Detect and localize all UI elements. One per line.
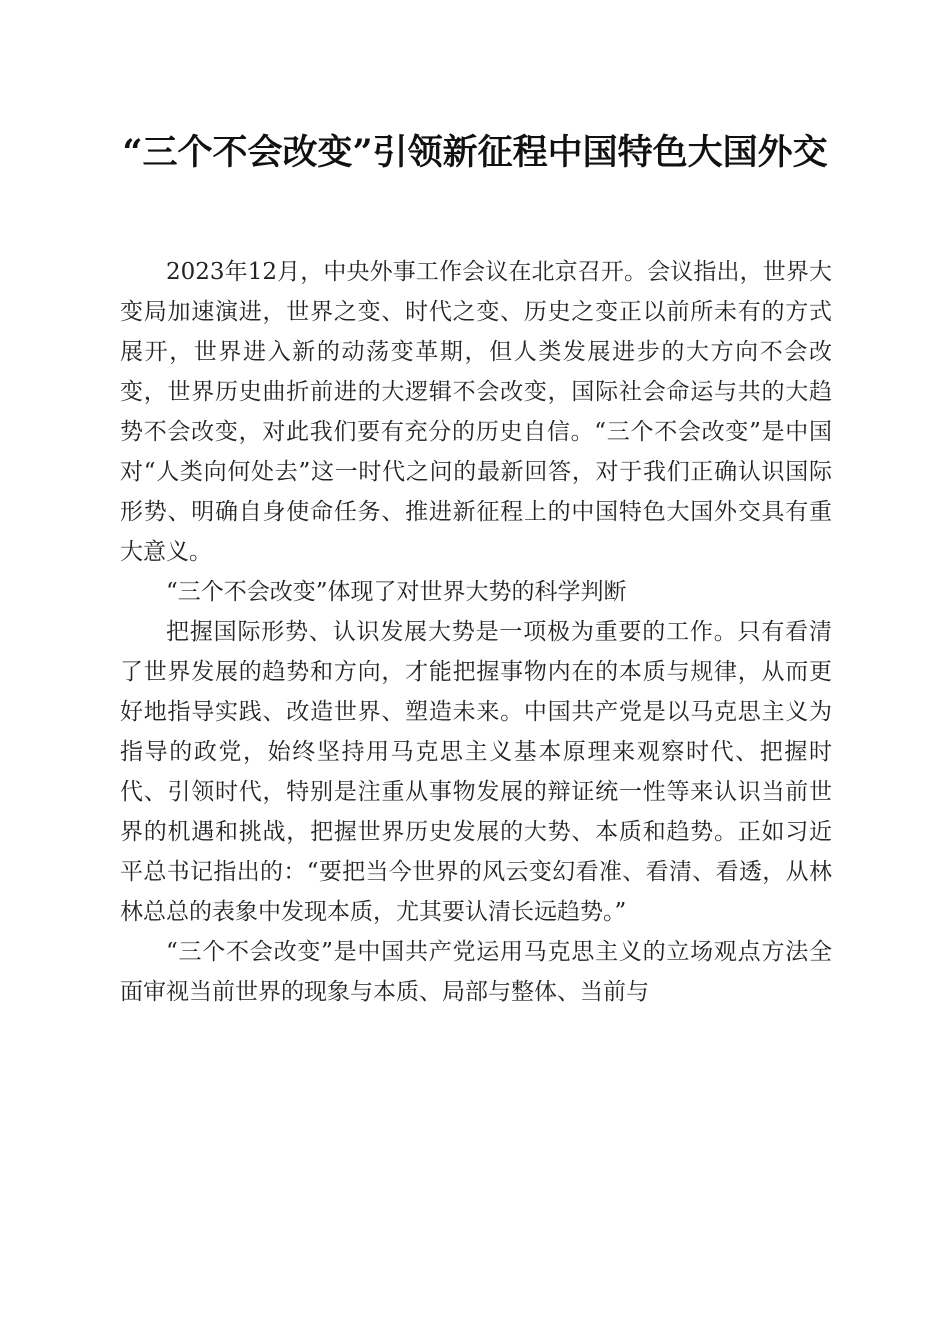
- paragraph-world-trends: 把握国际形势、认识发展大势是一项极为重要的工作。只有看清了世界发展的趋势和方向，才能把握事物内在的本质与规律，从而更好地指导实践、改造世界、塑造未来。中国共产党是以马克思主义为指导的政党，始终坚持用马克思主义基本原理来观察时代、把握时代、引领时代，特别是注重从事物发展的辩证统一性等来认识当前世界的机遇和挑战，把握世界历史发展的大势、本质和趋势。正如习近平总书记指出的：“要把当今世界的风云变幻看准、看清、看透，从林林总总的表象中发现本质，尤其要认清长远趋势。”: [120, 619, 832, 925]
- paragraph-marxism-view: “三个不会改变”是中国共产党运用马克思主义的立场观点方法全面审视当前世界的现象与本质、局部与整体、当前与: [120, 939, 832, 1005]
- document-body: [120, 252, 832, 1012]
- paragraph-intro: 2023年12月，中央外事工作会议在北京召开。会议指出，世界大变局加速演进，世界之变、时代之变、历史之变正以前所未有的方式展开，世界进入新的动荡变革期，但人类发展进步的大方向不会改变，世界历史曲折前进的大逻辑不会改变，国际社会命运与共的大趋势不会改变，对此我们要有充分的历史自信。“三个不会改变”是中国对“人类向何处去”这一时代之问的最新回答，对于我们正确认识国际形势、明确自身使命任务、推进新征程上的中国特色大国外交具有重大意义。: [120, 259, 832, 565]
- document-title: “三个不会改变”引领新征程中国特色大国外交: [122, 132, 828, 173]
- section-heading: “三个不会改变”体现了对世界大势的科学判断: [166, 579, 627, 605]
